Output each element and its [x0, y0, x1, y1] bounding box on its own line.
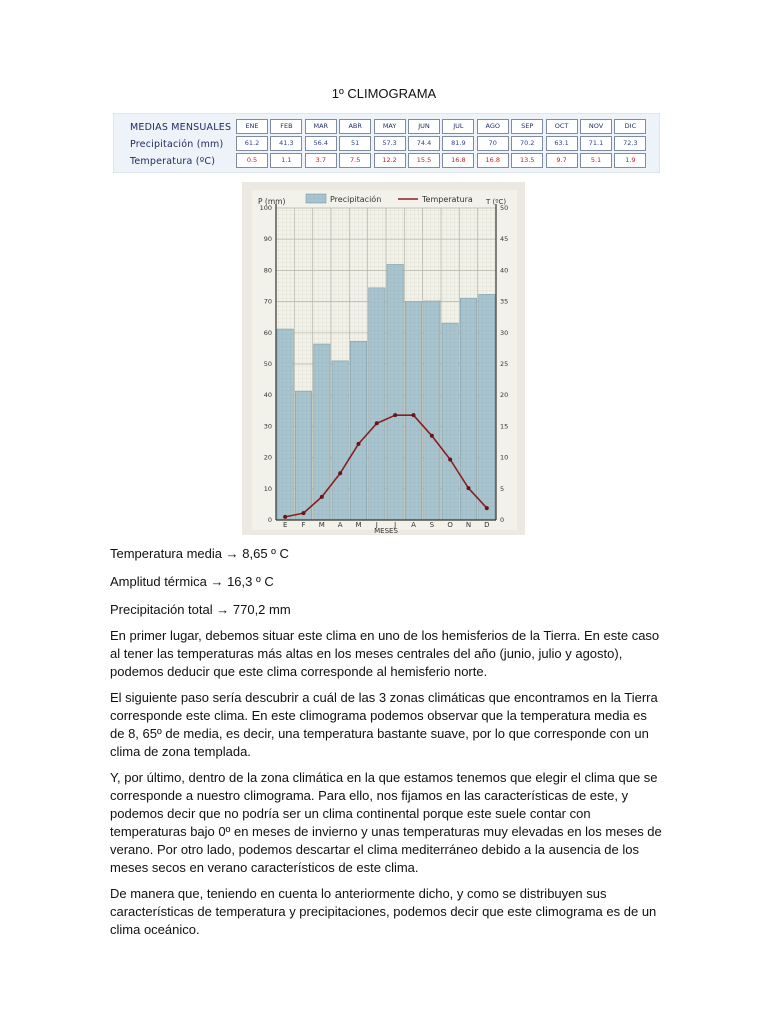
precipitation-cell: 70 [477, 136, 509, 151]
precipitation-bar [295, 391, 311, 520]
precipitation-bar [479, 294, 495, 520]
arrow-icon: → [225, 546, 239, 561]
stat-amplitud [110, 573, 662, 591]
temperature-point [357, 442, 361, 446]
temperature-cell: 12.2 [374, 153, 406, 168]
right-tick-label: 10 [500, 453, 509, 462]
left-tick-label: 60 [263, 328, 272, 337]
month-header-cell: OCT [546, 119, 578, 134]
temperature-point [320, 495, 324, 499]
temperature-cell: 16.8 [442, 153, 474, 168]
x-tick-label: M [318, 521, 325, 529]
precipitation-cell: 70.2 [511, 136, 543, 151]
precipitation-cell: 57.3 [374, 136, 406, 151]
precipitation-bar [314, 344, 330, 520]
precipitation-cell: 51 [339, 136, 371, 151]
stat-temp-media-value: 8,65 º C [242, 546, 289, 561]
page-title: 1º CLIMOGRAMA [331, 86, 437, 101]
left-tick-label: 90 [263, 235, 272, 244]
x-tick-label: M [355, 521, 362, 529]
x-tick-label: E [282, 521, 288, 529]
precipitation-cell: 63.1 [546, 136, 578, 151]
monthly-averages-table [113, 113, 660, 173]
x-tick-label: F [301, 521, 306, 529]
x-tick-label: D [484, 521, 490, 529]
stat-precip-total-value: 770,2 mm [232, 602, 291, 617]
right-tick-label: 0 [500, 516, 505, 524]
precipitation-cell: 81.9 [442, 136, 474, 151]
temperature-cell: 16.8 [477, 153, 509, 168]
x-axis-label: MESES [374, 527, 398, 535]
temperature-point [375, 421, 379, 425]
left-tick-label: 40 [263, 391, 272, 400]
left-tick-label: 50 [263, 360, 272, 368]
precipitation-cell: 71.1 [580, 136, 612, 151]
month-header-cell: NOV [580, 119, 612, 134]
left-tick-label: 70 [263, 297, 272, 306]
left-tick-label: 30 [263, 422, 272, 431]
temperature-cell: 1.9 [614, 153, 646, 168]
paragraph-clima: Y, por último, dentro de la zona climática en la que estamos tenemos que elegir el clima que se corresponde a nuestro climograma. Para ello, nos fijamos en las características de este, y podemos decir que no podría ser un clima continental porque este suele contar con temperaturas bajo 0º en meses de invierno y unas temperaturas muy elevadas en los meses de verano. Por otro lado, podemos descartar el clima mediterráneo debido a la ausencia de los meses secos en verano característicos de este clima. [110, 770, 662, 875]
temperature-point [412, 413, 416, 417]
temperature-cell: 0.5 [236, 153, 268, 168]
temperature-point [467, 486, 471, 490]
x-tick-label: J [375, 521, 378, 529]
precipitation-bar [350, 341, 366, 520]
temperature-point [448, 457, 452, 461]
right-tick-label: 50 [500, 204, 509, 212]
left-axis-label: P (mm) [258, 197, 286, 206]
month-header-cell: MAY [374, 119, 406, 134]
left-tick-label: 100 [259, 204, 272, 212]
temperature-point [302, 511, 306, 515]
month-header-cell: FEB [270, 119, 302, 134]
temperature-cell: 5.1 [580, 153, 612, 168]
temperature-point [393, 413, 397, 417]
temperature-row-label: Temperatura (ºC) [130, 156, 216, 167]
right-tick-label: 25 [500, 360, 509, 368]
paragraph-hemisferio: En primer lugar, debemos situar este clima en uno de los hemisferios de la Tierra. En este caso al tener las temperaturas más altas en los meses centrales del año (junio, julio y agosto), podemos deducir que este clima corresponde al hemisferio norte. [110, 628, 660, 679]
stat-amplitud-label: Amplitud térmica [110, 574, 207, 589]
precipitation-cell: 74.4 [408, 136, 440, 151]
precipitation-bar [277, 329, 293, 520]
precipitation-bar [332, 361, 348, 520]
right-tick-label: 45 [500, 235, 509, 244]
left-tick-label: 10 [263, 484, 272, 493]
right-tick-label: 40 [500, 266, 509, 275]
table-header-label: MEDIAS MENSUALES [130, 122, 232, 133]
month-header-cell: DIC [614, 119, 646, 134]
temperature-cell: 1.1 [270, 153, 302, 168]
right-axis-label: T (ºC) [486, 198, 507, 206]
temperature-point [430, 434, 434, 438]
stat-amplitud-value: 16,3 º C [227, 574, 274, 589]
left-tick-label: 20 [263, 453, 272, 462]
precipitation-bar [369, 288, 385, 520]
paragraph-conclusion: De manera que, teniendo en cuenta lo anteriormente dicho, y como se distribuyen sus características de temperatura y precipitaciones, podemos decir que este climograma es de un clima oceánico. [110, 886, 657, 937]
precipitation-row-label: Precipitación (mm) [130, 139, 224, 150]
arrow-icon: → [216, 602, 230, 617]
temperature-cell: 15.5 [408, 153, 440, 168]
month-header-cell: JUL [442, 119, 474, 134]
month-header-cell: ENE [236, 119, 268, 134]
x-tick-label: A [411, 521, 416, 529]
left-tick-label: 0 [267, 516, 272, 524]
month-header-cell: MAR [305, 119, 337, 134]
x-tick-label: J [394, 521, 397, 529]
right-tick-label: 20 [500, 391, 509, 400]
precipitation-cell: 56.4 [305, 136, 337, 151]
legend-precip-swatch [306, 194, 326, 203]
legend-temp-label: Temperatura [422, 195, 473, 204]
temperature-point [338, 471, 342, 475]
x-tick-label: O [447, 521, 453, 529]
paragraph [110, 627, 662, 681]
right-tick-label: 35 [500, 297, 509, 306]
stat-precip-total-label: Precipitación total [110, 602, 213, 617]
precipitation-cell: 41.3 [270, 136, 302, 151]
x-tick-label: N [465, 521, 472, 529]
precipitation-bar [442, 323, 458, 520]
precipitation-bar [405, 302, 421, 520]
month-header-cell: SEP [511, 119, 543, 134]
month-header-cell: ABR [339, 119, 371, 134]
left-tick-label: 80 [263, 266, 272, 275]
temperature-cell: 9.7 [546, 153, 578, 168]
paragraph [110, 885, 662, 939]
temperature-point [485, 506, 489, 510]
precipitation-bar [424, 301, 440, 520]
temperature-cell: 3.7 [305, 153, 337, 168]
right-tick-label: 30 [500, 328, 509, 337]
precipitation-bar [387, 264, 403, 520]
paragraph [110, 689, 662, 761]
right-tick-label: 15 [500, 422, 509, 431]
precipitation-cell: 72.3 [614, 136, 646, 151]
climograph-chart [242, 182, 525, 535]
legend-precip-label: Precipitación [330, 195, 382, 204]
temperature-cell: 7.5 [339, 153, 371, 168]
temperature-cell: 13.5 [511, 153, 543, 168]
paragraph-zona: El siguiente paso sería descubrir a cuál de las 3 zonas climáticas que encontramos en la Tierra corresponde este clima. En este climograma podemos observar que la temperatura media es de 8, 65º de media, es decir, una temperatura bastante suave, por lo que corresponde con un clima de zona templada. [110, 690, 658, 759]
month-header-cell: AGO [477, 119, 509, 134]
stat-temp-media-label: Temperatura media [110, 546, 222, 561]
x-tick-label: A [337, 521, 343, 529]
paragraph [110, 769, 662, 877]
month-header-cell: JUN [408, 119, 440, 134]
x-tick-label: S [429, 521, 435, 529]
stat-precip-total [110, 601, 662, 619]
temperature-point [283, 515, 287, 519]
arrow-icon: → [210, 574, 224, 589]
precipitation-cell: 61.2 [236, 136, 268, 151]
right-tick-label: 5 [500, 484, 505, 493]
stat-temp-media [110, 545, 662, 563]
